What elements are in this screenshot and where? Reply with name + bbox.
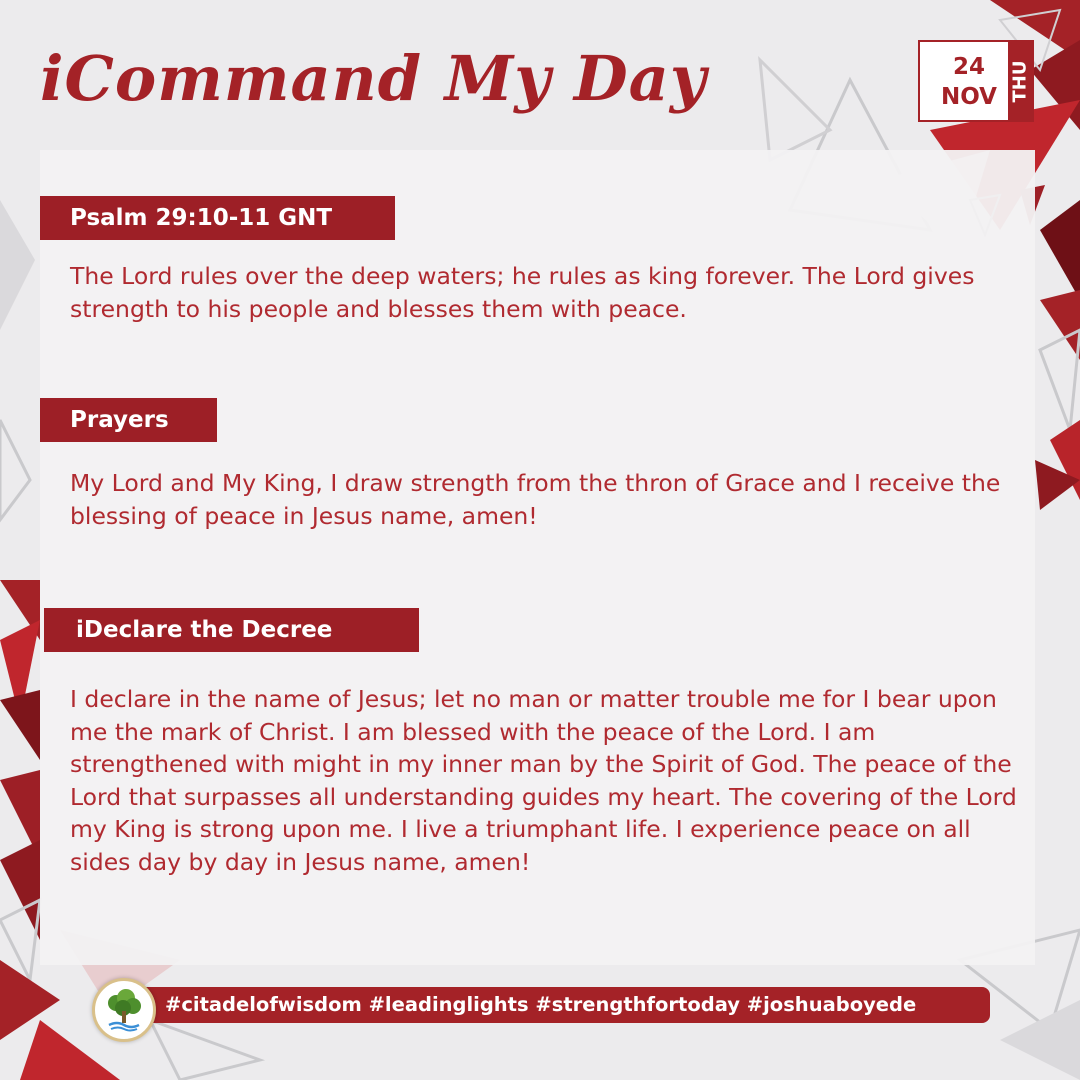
date-weekday-label: THU — [1009, 60, 1031, 102]
hashtag-text: #citadelofwisdom #leadinglights #strengthfortoday #joshuaboyede — [165, 993, 917, 1016]
date-month: NOV — [941, 84, 997, 110]
section-body-decree: I declare in the name of Jesus; let no man or matter trouble me for I bear upon me the mark of Christ. I am blessed with the peace of the Lord. I am strengthened with might in my inner man by the Spirit of God. The peace of the Lord that surpasses all understanding guides my heart. The covering of the Lord my King is strong upon me. I live a triumphant life. I experience peace on all sides day by day in Jesus name, amen! — [70, 685, 1017, 876]
section-label-scripture: Psalm 29:10-11 GNT — [40, 196, 395, 240]
section-body-scripture: The Lord rules over the deep waters; he rules as king forever. The Lord gives strength to his people and blesses them with peace. — [70, 262, 975, 323]
section-label-prayers: Prayers — [40, 398, 217, 442]
tree-logo-icon — [92, 978, 156, 1042]
section-body-prayers: My Lord and My King, I draw strength from the thron of Grace and I receive the blessing of peace in Jesus name, amen! — [70, 469, 1001, 530]
section-label-decree: iDeclare the Decree — [44, 608, 419, 652]
date-weekday — [1008, 42, 1032, 120]
date-day: 24 — [952, 54, 985, 80]
page-title: iCommand My Day — [40, 42, 707, 115]
date-badge — [918, 40, 1034, 122]
